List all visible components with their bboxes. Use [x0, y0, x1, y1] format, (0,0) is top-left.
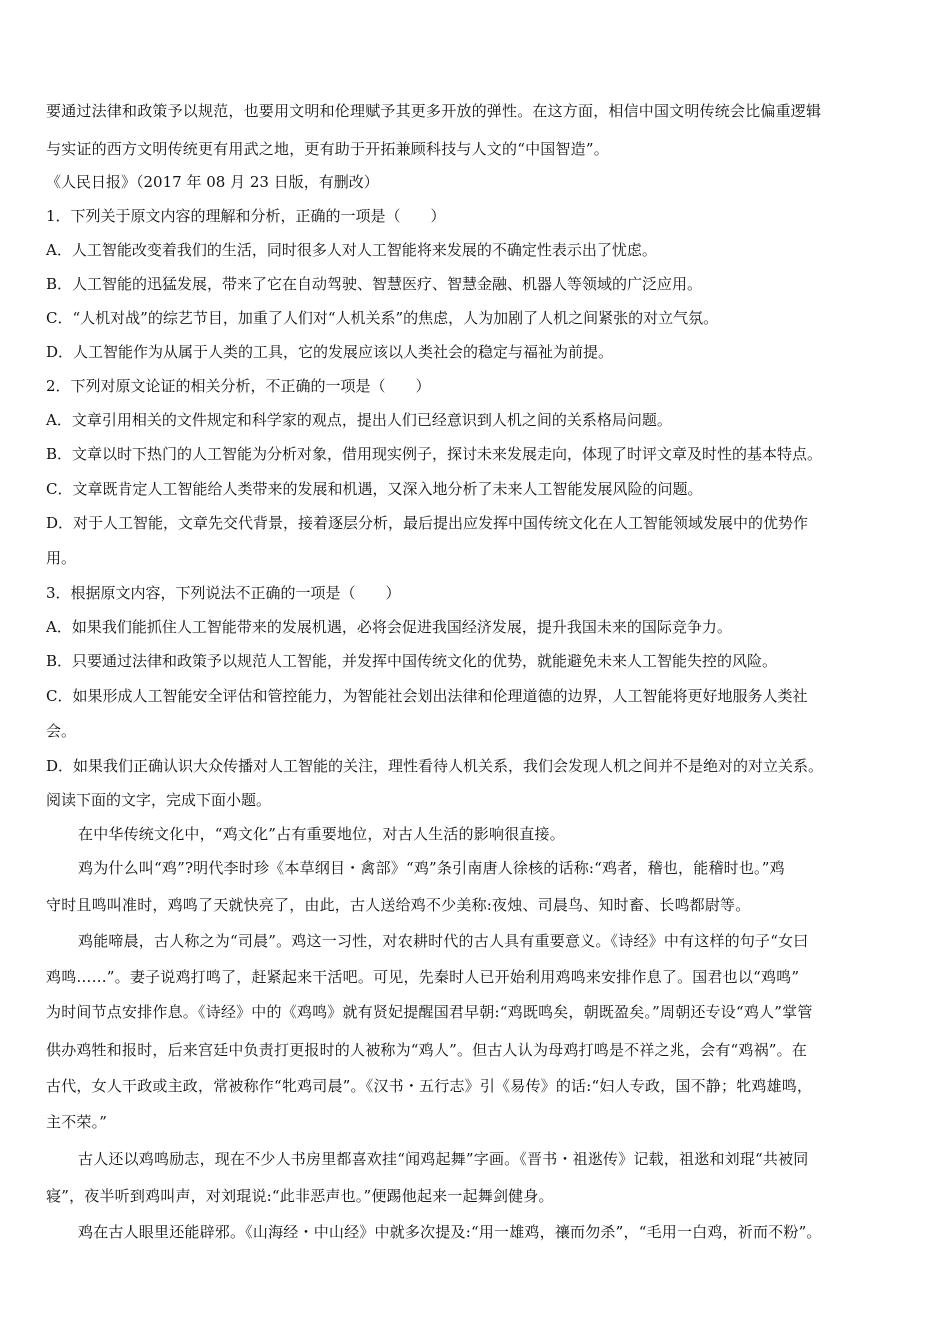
- reading-instruction: 阅读下面的文字，完成下面小题。: [46, 791, 272, 809]
- passage-line: 主不荣。”: [46, 1113, 108, 1131]
- article-text-line: 要通过法律和政策予以规范，也要用文明和伦理赋予其更多开放的弹性。在这方面，相信中国文明传统会比偏重逻辑: [46, 102, 822, 120]
- question-option: C．“人机对战”的综艺节目，加重了人们对“人机关系”的焦虑，人为加剧了人机之间紧张的对立气氛。: [46, 309, 719, 327]
- article-text-line: 与实证的西方文明传统更有用武之地，更有助于开拓兼顾科技与人文的“中国智造”。: [46, 140, 609, 158]
- passage-line: 为时间节点安排作息。《诗经》中的《鸡鸣》就有贤妃提醒国君早朝:“鸡既鸣矣，朝既盈矣。”周朝还专设“鸡人”掌管: [46, 1003, 813, 1021]
- passage-line: 鸡在古人眼里还能辟邪。《山海经・中山经》中就多次提及:“用一雄鸡，禳而勿杀”，“毛用一白鸡，祈而不粉”。: [78, 1223, 822, 1241]
- source-citation: 《人民日报》（2017 年 08 月 23 日版，有删改）: [46, 173, 379, 191]
- passage-line: 寝”，夜半听到鸡叫声，对刘琨说:“此非恶声也。”便踢他起来一起舞剑健身。: [46, 1187, 554, 1205]
- passage-line: 鸡为什么叫“鸡”?明代李时珍《本草纲目・禽部》“鸡”条引南唐人徐核的话称:“鸡者，稽也，能稽时也。”鸡: [78, 859, 785, 877]
- passage-line: 在中华传统文化中，“鸡文化”占有重要地位，对古人生活的影响很直接。: [78, 825, 565, 843]
- passage-line: 守时且鸣叫准时，鸡鸣了天就快亮了，由此，古人送给鸡不少美称:夜烛、司晨鸟、知时畜、长鸣都尉等。: [46, 896, 751, 914]
- passage-line: 古人还以鸡鸣励志，现在不少人书房里都喜欢挂“闻鸡起舞”字画。《晋书・祖逖传》记载，祖逖和刘琨“共被同: [78, 1150, 809, 1168]
- passage-line: 供办鸡牲和报时，后来宫廷中负责打更报时的人被称为“鸡人”。但古人认为母鸡打鸣是不祥之兆，会有“鸡祸”。在: [46, 1041, 808, 1059]
- question-option: C．文章既肯定人工智能给人类带来的发展和机遇，又深入地分析了未来人工智能发展风险的问题。: [46, 480, 703, 498]
- question-stem: 1．下列关于原文内容的理解和分析，正确的一项是（ ）: [46, 207, 446, 225]
- passage-line: 鸡鸣……”。妻子说鸡打鸣了，赶紧起来干活吧。可见，先秦时人已开始利用鸡鸣来安排作息了。国君也以“鸡鸣”: [46, 968, 800, 986]
- question-option: D．对于人工智能，文章先交代背景，接着逐层分析，最后提出应发挥中国传统文化在人工智能领域发展中的优势作: [46, 514, 809, 532]
- question-option: B．人工智能的迅猛发展，带来了它在自动驾驶、智慧医疗、智慧金融、机器人等领域的广泛应用。: [46, 275, 703, 293]
- question-option: A．人工智能改变着我们的生活，同时很多人对人工智能将来发展的不确定性表示出了忧虑。: [46, 241, 657, 259]
- question-option: D．如果我们正确认识大众传播对人工智能的关注，理性看待人机关系，我们会发现人机之间并不是绝对的对立关系。: [46, 757, 824, 775]
- question-option: A．文章引用相关的文件规定和科学家的观点，提出人们已经意识到人机之间的关系格局问题。: [46, 411, 672, 429]
- question-option: D．人工智能作为从属于人类的工具，它的发展应该以人类社会的稳定与福祉为前提。: [46, 343, 614, 361]
- question-stem: 2．下列对原文论证的相关分析，不正确的一项是（ ）: [46, 377, 431, 395]
- question-option: B．文章以时下热门的人工智能为分析对象，借用现实例子，探讨未来发展走向，体现了时评文章及时性的基本特点。: [46, 445, 823, 463]
- question-option: 会。: [46, 722, 77, 740]
- question-option: A．如果我们能抓住人工智能带来的发展机遇，必将会促进我国经济发展，提升我国未来的国际竞争力。: [46, 618, 732, 636]
- passage-line: 古代，女人干政或主政，常被称作“牝鸡司晨”。《汉书・五行志》引《易传》的话:“妇人专政，国不静；牝鸡雄鸣，: [46, 1077, 813, 1095]
- passage-line: 鸡能啼晨，古人称之为“司晨”。鸡这一习性，对农耕时代的古人具有重要意义。《诗经》中有这样的句子“女曰: [78, 932, 809, 950]
- question-option: B．只要通过法律和政策予以规范人工智能，并发挥中国传统文化的优势，就能避免未来人工智能失控的风险。: [46, 652, 778, 670]
- question-option: C．如果形成人工智能安全评估和管控能力，为智能社会划出法律和伦理道德的边界，人工智能将更好地服务人类社: [46, 687, 808, 705]
- question-option: 用。: [46, 549, 77, 567]
- question-stem: 3．根据原文内容，下列说法不正确的一项是（ ）: [46, 584, 401, 602]
